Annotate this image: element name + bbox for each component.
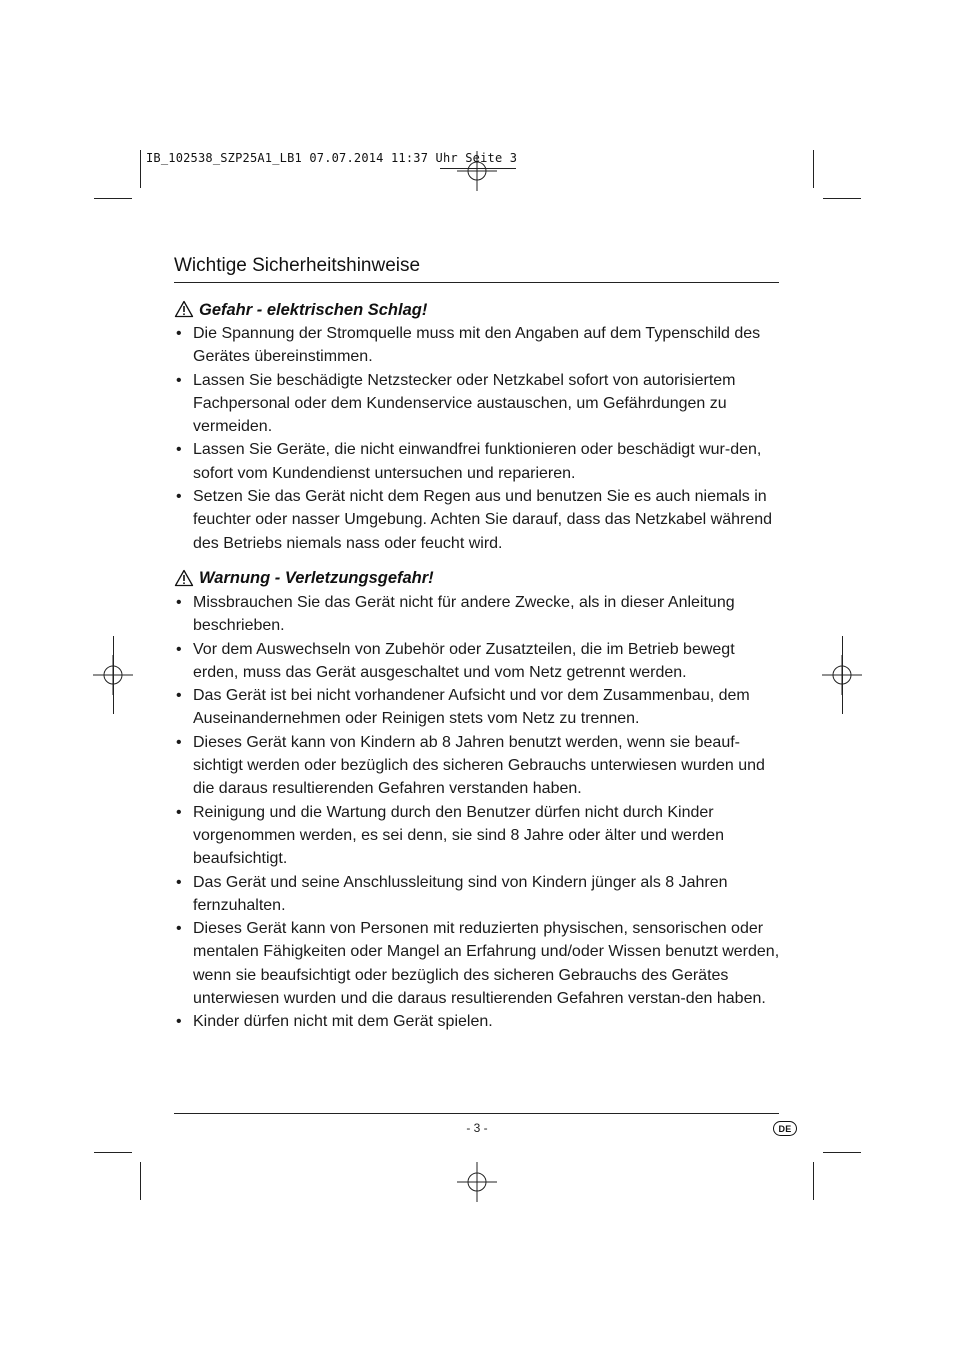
list-item-text: Das Gerät ist bei nicht vorhandener Aufsicht und vor dem Zusammenbau, dem Auseinandernehmen oder Reinigen stets vom Netz zu trennen. [193,687,750,728]
bullet: • [176,441,182,459]
crop-mark [140,150,141,188]
language-badge: DE [773,1121,797,1136]
bullet: • [176,371,182,389]
slug-underline [440,168,516,169]
list-item [174,638,784,685]
list-item [174,684,784,731]
title-divider [174,282,779,283]
crop-mark [823,1152,861,1153]
crop-mark [813,150,814,188]
bullet: • [176,640,182,658]
list-item [174,485,784,555]
print-slug: IB_102538_SZP25A1_LB1 07.07.2014 11:37 Uhr Seite 3 [146,151,518,165]
bullet: • [176,803,182,821]
list-item [174,731,784,801]
content-body [174,298,784,1034]
list-item [174,917,784,1010]
registration-mark-icon [457,1162,497,1202]
section-heading-text: Warnung - Verletzungsgefahr! [199,569,434,588]
list-item [174,369,784,439]
list-item-text: Die Spannung der Stromquelle muss mit den Angaben auf dem Typenschild des Gerätes übereinstimmen. [193,325,761,366]
bullet: • [176,733,182,751]
list-item-text: Das Gerät und seine Anschlussleitung sind von Kindern jünger als 8 Jahren fernzuhalten. [193,873,728,914]
page-number: - 3 - [466,1121,488,1135]
bullet: • [176,488,182,506]
bullet: • [176,1013,182,1031]
crop-mark [94,198,132,199]
bullet-list [174,322,784,555]
list-item-text: Vor dem Auswechseln von Zubehör oder Zusatzteilen, die im Betrieb bewegt erden, muss das Gerät ausgeschaltet und vom Netz getrennt werden. [193,640,735,681]
list-item [174,322,784,369]
list-item-text: Reinigung und die Wartung durch den Benutzer dürfen nicht durch Kinder vorgenommen werden, es sei denn, sie sind 8 Jahre oder älter und werden beaufsichtigt. [193,803,724,868]
bullet-list [174,591,784,1034]
list-item-text: Missbrauchen Sie das Gerät nicht für andere Zwecke, als in dieser Anleitung beschrieben. [193,593,735,635]
crop-mark [823,198,861,199]
warning-triangle-icon [174,569,194,587]
crop-mark [94,1152,132,1153]
section-heading [174,567,784,591]
crop-mark [140,1162,141,1200]
list-item-text: Dieses Gerät kann von Personen mit reduzierten physischen, sensorischen oder mentalen Fähigkeiten oder Mangel an Erfahrung und/oder Wissen benutzt werden, wenn sie beaufsichtigt oder bezüglich des sicheren Gebrauchs des Gerätes unterwiesen wurden und die daraus resultierenden Gefahren verstan-den haben. [193,920,780,1008]
bullet: • [176,687,182,705]
crop-mark [842,636,843,714]
section-heading-text: Gefahr - elektrischen Schlag! [199,300,428,319]
bullet: • [176,920,182,938]
bullet: • [176,325,182,342]
page-title: Wichtige Sicherheitshinweise [174,255,421,276]
bullet: • [176,873,182,891]
crop-mark [813,1162,814,1200]
list-item [174,801,784,871]
footer-divider [174,1113,779,1114]
section-electric-shock [174,298,784,555]
list-item-text: Dieses Gerät kann von Kindern ab 8 Jahren benutzt werden, wenn sie beauf-sichtigt werden oder bezüglich des sicheren Gebrauchs unterwiesen wurden und die daraus resultierenden Gefahren verstanden haben. [193,733,765,798]
section-heading [174,298,784,322]
list-item-text: Setzen Sie das Gerät nicht dem Regen aus und benutzen Sie es auch niemals in feuchter oder nasser Umgebung. Achten Sie darauf, dass das Netzkabel während des Betriebs niemals nass oder feucht wird. [193,488,773,552]
list-item-text: Lassen Sie Geräte, die nicht einwandfrei funktionieren oder beschädigt wur-den, sofort vom Kundendienst untersuchen und reparieren. [193,441,762,482]
section-injury-hazard [174,567,784,1034]
list-item-text: Kinder dürfen nicht mit dem Gerät spielen. [193,1013,493,1031]
list-item [174,871,784,918]
list-item-text: Lassen Sie beschädigte Netzstecker oder Netzkabel sofort von autorisiertem Fachpersonal oder dem Kundenservice austauschen, um Gefährdungen zu vermeiden. [193,371,736,436]
list-item [174,1010,784,1033]
bullet: • [176,593,182,611]
list-item [174,591,784,638]
crop-mark [113,636,114,714]
list-item [174,438,784,485]
warning-triangle-icon [174,300,194,318]
